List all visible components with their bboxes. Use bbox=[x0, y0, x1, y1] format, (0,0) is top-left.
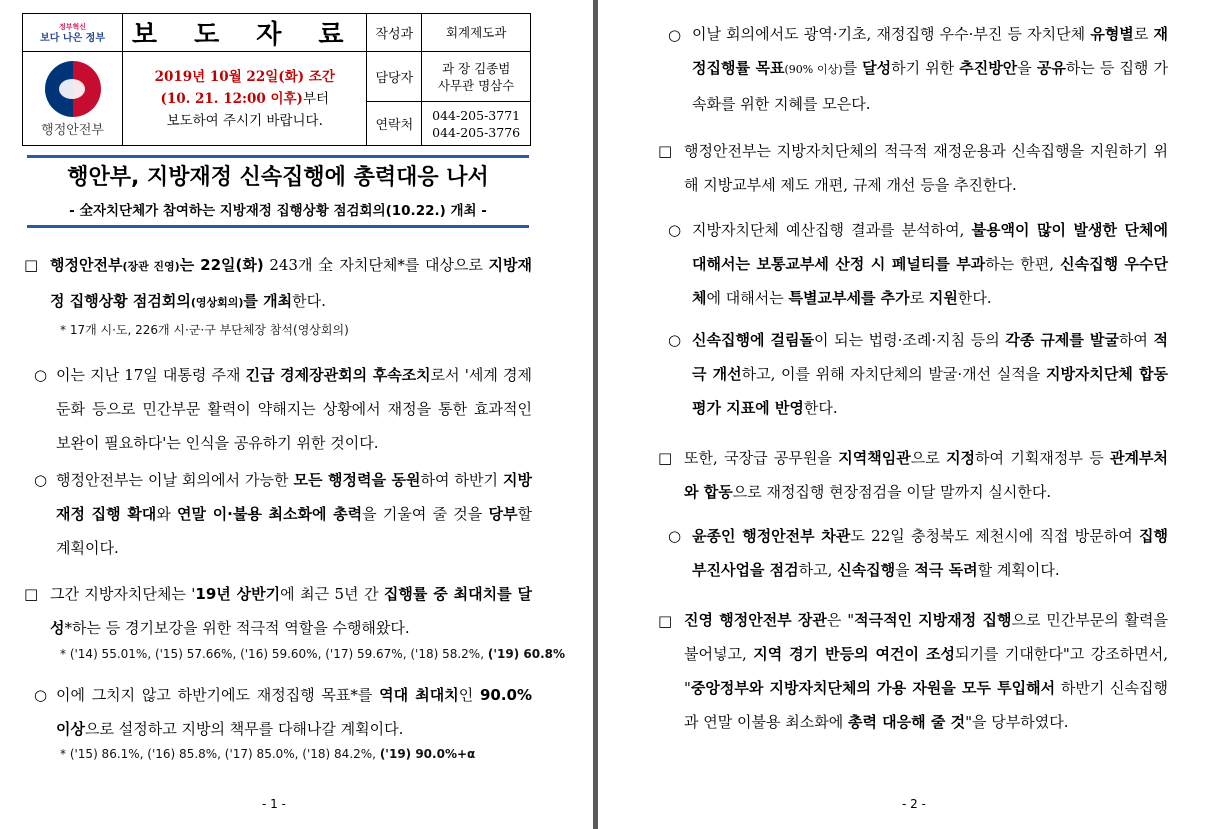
headline-top-rule bbox=[27, 155, 529, 158]
phone-cell bbox=[422, 102, 531, 146]
contact-person-1: 과 장 김종범 bbox=[441, 60, 511, 76]
taegeuk-emblem-icon bbox=[45, 61, 101, 117]
q7-bold-i: 총력 대응해 줄 것 bbox=[847, 713, 966, 731]
circle-bullet: ○ bbox=[668, 527, 682, 545]
circle-bullet: ○ bbox=[34, 471, 48, 489]
circle-bullet: ○ bbox=[34, 686, 48, 704]
contact-label: 담당자 bbox=[367, 52, 422, 102]
p4-text-a: 그간 지방자치단체는 ' bbox=[50, 585, 196, 603]
q1-bold-b: 유형별 bbox=[1090, 25, 1134, 43]
square-bullet: □ bbox=[24, 585, 39, 603]
gutter-bar bbox=[593, 0, 598, 829]
page-gutter bbox=[586, 0, 606, 829]
paragraph-q2: 행정안전부는 지방자치단체의 적극적 재정운용과 신속집행을 지원하기 위해 지방교부세 제도 개편, 규제 개선 등을 추진한다. bbox=[684, 142, 1168, 194]
paragraph-2 bbox=[56, 358, 532, 460]
q1-text-j: 을 bbox=[1017, 59, 1037, 77]
q5-bold-f: 관계부처와 합동 bbox=[684, 449, 1169, 501]
p5-text-a: 이에 그치지 않고 하반기에도 재정집행 목표*를 bbox=[56, 686, 380, 704]
circle-bullet: ○ bbox=[668, 26, 682, 44]
q4-bold-e: 적극 개선 bbox=[692, 331, 1168, 383]
doc-type-title: 보 도 자 료 bbox=[123, 14, 367, 52]
q3-text-c: 하는 한편, bbox=[985, 255, 1061, 273]
release-date: 2019년 10월 22일(화) 조간 bbox=[154, 68, 335, 85]
subheadline: - 全자치단체가 참여하는 지방재정 집행상황 점검회의(10.22.) 개최 - bbox=[69, 203, 487, 219]
p2-text-a: 이는 지난 17일 대통령 주재 bbox=[56, 366, 246, 384]
q6-bold-c: 집행 부진사업을 점검 bbox=[692, 527, 1168, 579]
q4-bold-c: 각종 규제를 발굴 bbox=[1005, 331, 1119, 349]
p3-text-e: 와 bbox=[156, 505, 178, 523]
release-date-cell bbox=[123, 52, 367, 146]
p3-bold-d: 지방재정 집행 확대 bbox=[56, 471, 532, 523]
paragraph-q7 bbox=[684, 603, 1168, 739]
q1-small: (90% 이상) bbox=[784, 63, 843, 76]
q1-text-l: 하는 등 집행 가속화를 위한 지혜를 모은다. bbox=[692, 59, 1169, 113]
footnote-3-bold: ('19) 90.0%+α bbox=[379, 747, 476, 761]
q1-bold-d: 재정집행률 목표 bbox=[692, 25, 1168, 77]
paragraph-q1 bbox=[692, 17, 1168, 121]
p2-bold: 긴급 경제장관회의 후속조치 bbox=[245, 366, 431, 384]
q4-bold-a: 신속집행에 걸림돌 bbox=[692, 331, 814, 349]
headline: 행안부, 지방재정 신속집행에 총력대응 나서 bbox=[67, 165, 489, 190]
q7-bold-g: 중앙정부와 지방자치단체의 가용 자원을 모두 투입해서 bbox=[690, 679, 1056, 697]
q5-text-c: 으로 bbox=[910, 449, 947, 467]
release-instruction: 보도하여 주시기 바랍니다. bbox=[166, 112, 323, 129]
page-number: - 2 - bbox=[902, 797, 926, 811]
p2-text-c: 로서 '세계 경제 둔화 등으로 민간부문 활력이 약해지는 상황에서 재정을 통한 효과적인 보완이 필요하다'는 인식을 공유하기 위한 것이다. bbox=[56, 366, 532, 452]
p1-video: (영상회의) bbox=[190, 296, 244, 309]
p4-text-c: 에 최근 5년 간 bbox=[280, 585, 384, 603]
document-page-2 bbox=[606, 0, 1213, 829]
q3-text-e: 에 대해서는 bbox=[706, 289, 789, 307]
q7-bold-c: 적극적인 지방재정 집행 bbox=[854, 611, 1012, 629]
paragraph-5 bbox=[56, 678, 532, 746]
q3-text-a: 지방자치단체 예산집행 결과를 분석하여, bbox=[692, 221, 972, 239]
footnote-2 bbox=[60, 646, 565, 662]
q1-bold-k: 공유 bbox=[1036, 59, 1066, 77]
q1-text-a: 이날 회의에서도 광역·기초, 재정집행 우수·부진 등 자치단체 bbox=[692, 25, 1091, 43]
q5-text-e: 하여 기획재정부 등 bbox=[975, 449, 1111, 467]
q5-bold-b: 지역책임관 bbox=[838, 449, 911, 467]
q4-text-b: 이 되는 법령·조례·지침 등의 bbox=[813, 331, 1006, 349]
square-bullet: □ bbox=[24, 256, 39, 274]
q1-bold-i: 추진방안 bbox=[959, 59, 1018, 77]
phone-1: 044-205-3771 bbox=[432, 107, 521, 123]
q6-text-d: 하고, bbox=[798, 561, 838, 579]
p4-bold-d: 집행률 중 최대치를 달성 bbox=[50, 585, 532, 637]
p3-bold-h: 당부 bbox=[488, 505, 518, 523]
document-page-1 bbox=[0, 0, 586, 829]
release-time: (10. 21. 12:00 이후) bbox=[160, 90, 303, 107]
p1-end: 한다. bbox=[292, 292, 326, 310]
contact-person-2: 사무관 명삼수 bbox=[437, 77, 515, 93]
q1-text-c: 로 bbox=[1133, 25, 1154, 43]
square-bullet: □ bbox=[658, 142, 673, 160]
q7-bold-a: 진영 행정안전부 장관 bbox=[684, 611, 827, 629]
p3-text-g: 을 기울여 줄 것을 bbox=[362, 505, 489, 523]
logo-top-text: 보다 나은 정부 bbox=[40, 32, 105, 44]
gov-innovation-logo bbox=[23, 14, 123, 52]
paragraph-1 bbox=[50, 248, 532, 320]
ministry-name: 행정안전부 bbox=[41, 123, 104, 138]
q6-text-f: 을 bbox=[895, 561, 915, 579]
p1-minister: (장관 진영) bbox=[122, 260, 180, 273]
q3-bold-f: 특별교부세를 추가 bbox=[788, 289, 910, 307]
q7-text-j: "을 당부하였다. bbox=[965, 713, 1069, 731]
logo-top-small-text: 정부혁신 bbox=[59, 22, 87, 31]
phone-label: 연락처 bbox=[367, 102, 422, 146]
q4-text-d: 하여 bbox=[1118, 331, 1154, 349]
q7-text-d: 으로 민간부문의 활력을 불어넣고, bbox=[684, 611, 1168, 663]
author-label: 작성과 bbox=[367, 14, 422, 52]
q6-text-h: 할 계획이다. bbox=[977, 561, 1060, 579]
footnote-2-text: * ('14) 55.01%, ('15) 57.66%, ('16) 59.60%, ('17) 59.67%, ('18) 58.2%, bbox=[60, 647, 488, 661]
page-number: - 1 - bbox=[262, 797, 286, 811]
q3-text-i: 한다. bbox=[957, 289, 992, 307]
q6-bold-a: 윤종인 행정안전부 차관 bbox=[692, 527, 851, 545]
p4-bold-b: 19년 상반기 bbox=[195, 585, 281, 603]
q4-text-f: 하고, 이를 위해 자치단체의 발굴·개선 실적을 bbox=[741, 365, 1046, 383]
q3-bold-b: 불용액이 많이 발생한 단체에 대해서는 보통교부세 산정 시 페널티를 부과 bbox=[692, 221, 1168, 273]
square-bullet: □ bbox=[658, 612, 673, 630]
p5-text-e: 으로 설정하고 지방의 책무를 다해나갈 계획이다. bbox=[84, 720, 404, 738]
square-bullet: □ bbox=[658, 449, 673, 467]
q5-bold-d: 지정 bbox=[946, 449, 976, 467]
p5-text-c: 인 bbox=[458, 686, 480, 704]
paragraph-q6 bbox=[692, 519, 1168, 587]
q5-text-a: 또한, 국장급 공무원을 bbox=[684, 449, 839, 467]
q6-text-b: 도 22일 충청북도 제천시에 직접 방문하여 bbox=[850, 527, 1139, 545]
q4-bold-g: 지방자치단체 합동평가 지표에 반영 bbox=[692, 365, 1168, 417]
q1-text-f: 를 bbox=[842, 59, 863, 77]
paragraph-3 bbox=[56, 463, 532, 565]
phone-2: 044-205-3776 bbox=[432, 124, 521, 140]
q6-bold-g: 적극 독려 bbox=[914, 561, 978, 579]
q1-bold-g: 달성 bbox=[862, 59, 892, 77]
p1-hold: 를 개최 bbox=[243, 292, 293, 310]
contact-cell bbox=[422, 52, 531, 102]
q7-text-f: 되기를 기대한다"고 강조하면서, " bbox=[684, 645, 1168, 697]
p1-meeting: 지방재정 집행상황 점검회의 bbox=[50, 256, 532, 310]
press-release-header-table bbox=[22, 13, 531, 146]
release-time-suffix: 부터 bbox=[302, 90, 330, 107]
q7-bold-e: 지역 경기 반등의 여건이 조성 bbox=[753, 645, 955, 663]
q5-text-g: 으로 재정집행 현장점검을 이달 말까지 실시한다. bbox=[732, 483, 1052, 501]
paragraph-q5 bbox=[684, 441, 1168, 509]
q3-bold-h: 지원 bbox=[928, 289, 958, 307]
paragraph-q3 bbox=[692, 213, 1168, 315]
footnote-3 bbox=[60, 746, 475, 762]
q7-text-b: 은 " bbox=[826, 611, 855, 629]
author-value: 회계제도과 bbox=[422, 14, 531, 52]
p5-bold-d: 90.0% 이상 bbox=[56, 686, 532, 738]
p3-text-i: 할 계획이다. bbox=[56, 505, 532, 557]
q4-text-h: 한다. bbox=[803, 399, 838, 417]
p3-text-c: 하여 하반기 bbox=[420, 471, 503, 489]
footnote-2-bold: ('19) 60.8% bbox=[487, 647, 565, 661]
q3-text-g: 로 bbox=[909, 289, 929, 307]
q7-text-h: 하반기 신속집행과 연말 이불용 최소화에 bbox=[684, 679, 1169, 731]
circle-bullet: ○ bbox=[668, 331, 682, 349]
p4-text-e: *하는 등 경기보강을 위한 적극적 역할을 수행해왔다. bbox=[64, 619, 410, 637]
circle-bullet: ○ bbox=[34, 366, 48, 384]
q3-bold-d: 신속집행 우수단체 bbox=[692, 255, 1169, 307]
paragraph-q4 bbox=[692, 323, 1168, 425]
p5-bold-b: 역대 최대치 bbox=[379, 686, 459, 704]
q6-bold-e: 신속집행 bbox=[837, 561, 896, 579]
p3-bold-b: 모든 행정력을 동원 bbox=[293, 471, 421, 489]
circle-bullet: ○ bbox=[668, 221, 682, 239]
p1-date: 는 22일(화) bbox=[179, 256, 264, 274]
p1-ministry: 행정안전부 bbox=[50, 256, 123, 274]
ministry-logo-cell bbox=[23, 52, 123, 146]
p3-text-a: 행정안전부는 이날 회의에서 가능한 bbox=[56, 471, 294, 489]
p1-target: 243개 全 자치단체*를 대상으로 bbox=[263, 256, 483, 274]
footnote-3-text: * ('15) 86.1%, ('16) 85.8%, ('17) 85.0%, ('18) 84.2%, bbox=[60, 747, 380, 761]
q1-text-h: 하기 위한 bbox=[891, 59, 960, 77]
p3-bold-f: 연말 이·불용 최소화에 총력 bbox=[177, 505, 363, 523]
footnote-1: * 17개 시·도, 226개 시·군·구 부단체장 참석(영상회의) bbox=[60, 323, 349, 337]
headline-bottom-rule bbox=[27, 225, 529, 228]
paragraph-4 bbox=[50, 577, 532, 645]
